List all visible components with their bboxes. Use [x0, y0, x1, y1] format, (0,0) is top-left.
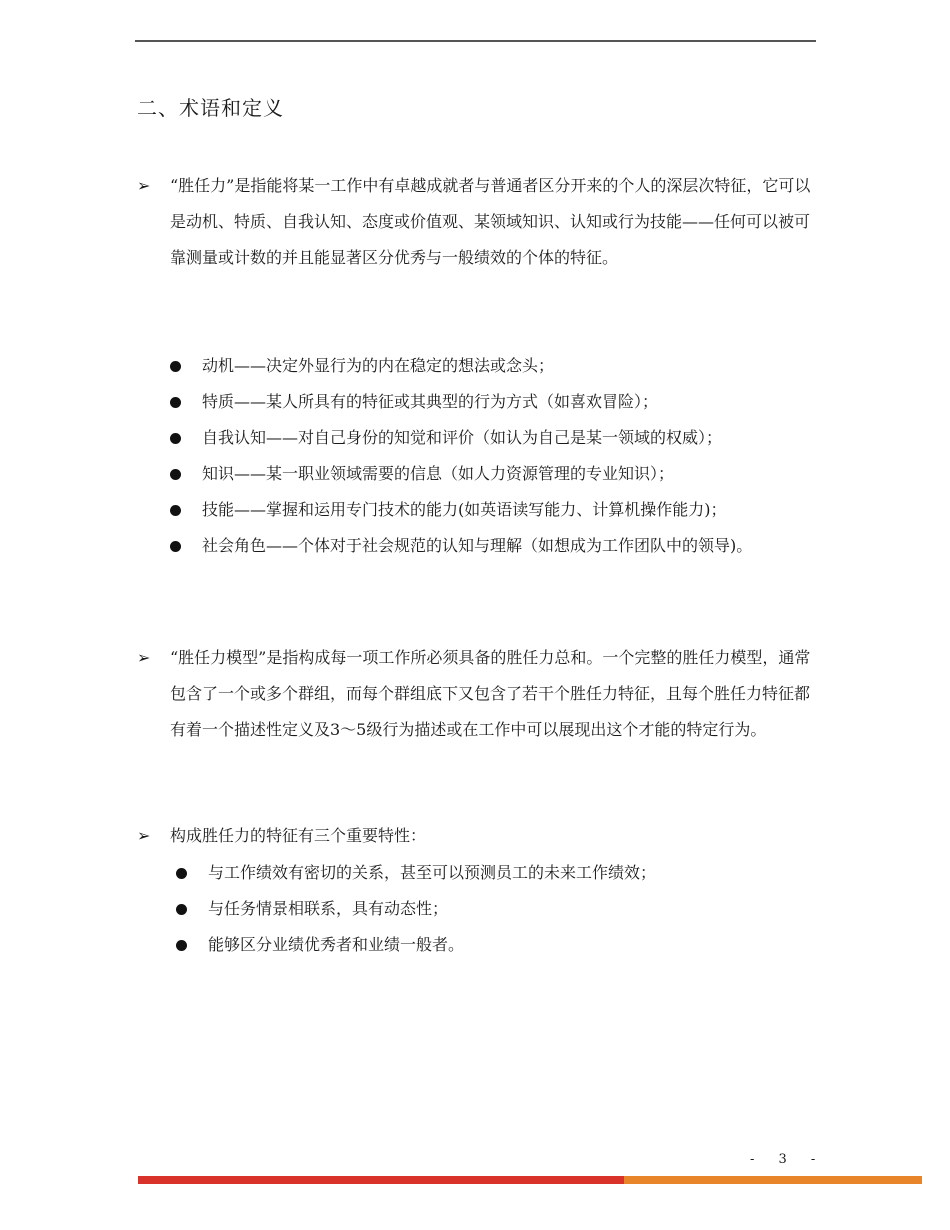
arrow-bullet-icon: ➢	[137, 648, 151, 667]
competency-model-definition: “胜任力模型”是指构成每一项工作所必须具备的胜任力总和。一个完整的胜任力模型，通常包含了一个或多个群组，而每个群组底下又包含了若干个胜任力特征，且每个胜任力特征都有着一个描述性定义及3～5级行为描述或在工作中可以展现出这个才能的特定行为。	[170, 648, 811, 739]
list-item: 能够区分业绩优秀者和业绩一般者。	[176, 927, 796, 963]
list-item: 动机——决定外显行为的内在稳定的想法或念头；	[170, 348, 810, 384]
list-item: 技能——掌握和运用专门技术的能力(如英语读写能力、计算机操作能力)；	[170, 492, 810, 528]
list-item: 自我认知——对自己身份的知觉和评价（如认为自己是某一领域的权威）；	[170, 420, 810, 456]
list-item: 与工作绩效有密切的关系，甚至可以预测员工的未来工作绩效；	[176, 855, 796, 891]
footer-bar-red	[138, 1176, 624, 1184]
arrow-bullet-icon: ➢	[137, 826, 151, 845]
model-block	[137, 640, 820, 748]
arrow-bullet-icon: ➢	[137, 176, 151, 195]
characteristics-intro: 构成胜任力的特征有三个重要特性：	[170, 826, 427, 845]
bullet-dot-icon	[176, 868, 187, 879]
page-number: - 3 -	[750, 1152, 826, 1167]
list-item: 知识——某一职业领域需要的信息（如人力资源管理的专业知识）；	[170, 456, 810, 492]
characteristics-block	[137, 818, 820, 854]
property-list	[176, 855, 796, 963]
list-item: 与任务情景相联系，具有动态性；	[176, 891, 796, 927]
bullet-dot-icon	[170, 397, 181, 408]
bullet-dot-icon	[170, 541, 181, 552]
list-item: 特质——某人所具有的特征或其典型的行为方式（如喜欢冒险）；	[170, 384, 810, 420]
bullet-dot-icon	[170, 433, 181, 444]
bullet-dot-icon	[176, 940, 187, 951]
definition-block	[137, 168, 820, 276]
bullet-dot-icon	[170, 505, 181, 516]
footer-bar-orange	[624, 1176, 922, 1184]
section-heading: 二、术语和定义	[137, 96, 284, 120]
trait-list	[170, 348, 810, 564]
bullet-dot-icon	[176, 904, 187, 915]
bullet-dot-icon	[170, 361, 181, 372]
competency-definition: “胜任力”是指能将某一工作中有卓越成就者与普通者区分开来的个人的深层次特征，它可以是动机、特质、自我认知、态度或价值观、某领域知识、认知或行为技能——任何可以被可靠测量或计数的并且能显著区分优秀与一般绩效的个体的特征。	[170, 176, 811, 267]
bullet-dot-icon	[170, 469, 181, 480]
header-rule	[135, 40, 816, 42]
list-item: 社会角色——个体对于社会规范的认知与理解（如想成为工作团队中的领导)。	[170, 528, 810, 564]
